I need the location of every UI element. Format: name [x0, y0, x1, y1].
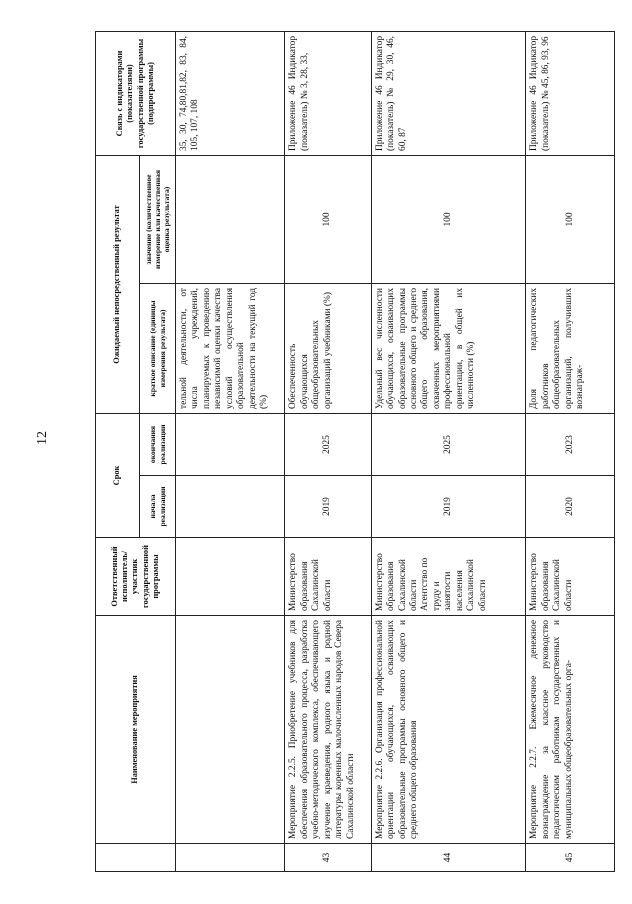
row-num	[176, 844, 285, 872]
row-activity	[176, 616, 285, 844]
row-link: Приложение 46 Индикатор (показатель) № 3, 28, 33,	[285, 31, 371, 155]
row-end: 2025	[371, 413, 526, 475]
rotated-table-wrapper	[95, 32, 615, 872]
row-responsible: Министерство образования Сахалинской области Агентство по труду и занятости населения Сахалинской области	[371, 538, 526, 616]
row-responsible: Министерство образования Сахалинской области	[526, 538, 615, 616]
row-end: 2025	[285, 413, 371, 475]
row-value: 100	[371, 155, 526, 283]
header-term-start: начала реализации	[140, 476, 176, 538]
table-row	[526, 31, 615, 871]
row-desc: Обеспеченность обучающихся общеобразовательных организаций учебниками (%)	[285, 283, 371, 413]
page-number: 12	[35, 431, 50, 445]
row-link: Приложение 46 Индикатор (показатель) № 45, 86, 93, 96	[526, 31, 615, 155]
row-num: 44	[371, 844, 526, 872]
row-start	[176, 476, 285, 538]
activities-table	[95, 31, 615, 872]
table-row	[285, 31, 371, 871]
header-responsible: Ответственный исполнитель/участник государственной программы	[96, 538, 176, 616]
header-activity: Наименование мероприятия	[96, 616, 176, 844]
row-start: 2020	[526, 476, 615, 538]
header-result: Ожидаемый непосредственный результат	[96, 155, 140, 413]
row-responsible: Министерство образования Сахалинской области	[285, 538, 371, 616]
row-value: 100	[526, 155, 615, 283]
row-link: Приложение 46 Индикатор (показатель) № 29, 30, 46, 60, 87	[371, 31, 526, 155]
row-activity: Мероприятие 2.2.5. Приобретение учебников для обеспечения образовательного процесса, разработка учебно-методического комплекса, обеспечивающего изучение краеведения, родного языка и родной литературы коренных малочисленных народов Севера Сахалинской области	[285, 616, 371, 844]
row-start: 2019	[285, 476, 371, 538]
row-start: 2019	[371, 476, 526, 538]
row-num: 45	[526, 844, 615, 872]
row-value: 100	[285, 155, 371, 283]
row-desc: Доля педагогических работников общеобразовательных организаций, получивших вознаграж-	[526, 283, 615, 413]
table-sheet	[95, 32, 615, 872]
header-term: Срок	[96, 413, 140, 537]
header-num	[96, 844, 176, 872]
row-responsible	[176, 538, 285, 616]
header-result-desc: краткое описание (единицы измерения результата)	[140, 283, 176, 413]
row-desc: Удельный вес численности обучающихся, осваивающих образовательные программы основного общего и среднего общего образования, охваченных мероприятиями профессиональной ориентации, в общей их численности (%)	[371, 283, 526, 413]
row-num: 43	[285, 844, 371, 872]
row-end: 2023	[526, 413, 615, 475]
header-term-end: окончания реализации	[140, 413, 176, 475]
row-desc: тельной деятельности, от числа учреждений, планируемых к проведению независимой оценки качества условий осуществления образовательной деятельности на текущий год (%)	[176, 283, 285, 413]
table-row	[371, 31, 526, 871]
row-value	[176, 155, 285, 283]
row-activity: Мероприятие 2.2.7. Ежемесячное денежное вознаграждение за классное руководство педагогическим работникам государственных и муниципальных общеобразовательных орга-	[526, 616, 615, 844]
header-result-value: значение (количественное измерение или качественная оценка результата)	[140, 155, 176, 283]
header-link: Связь с индикаторами (показателями) государственной программы (подпрограммы)	[96, 31, 176, 155]
row-activity: Мероприятие 2.2.6. Организация профессиональной ориентации обучающихся, осваивающих образовательные программы основного общего и среднего общего образования	[371, 616, 526, 844]
row-link: 35, 30, 74,80,81,82, 83, 84, 105, 107, 108	[176, 31, 285, 155]
table-row	[176, 31, 285, 871]
row-end	[176, 413, 285, 475]
